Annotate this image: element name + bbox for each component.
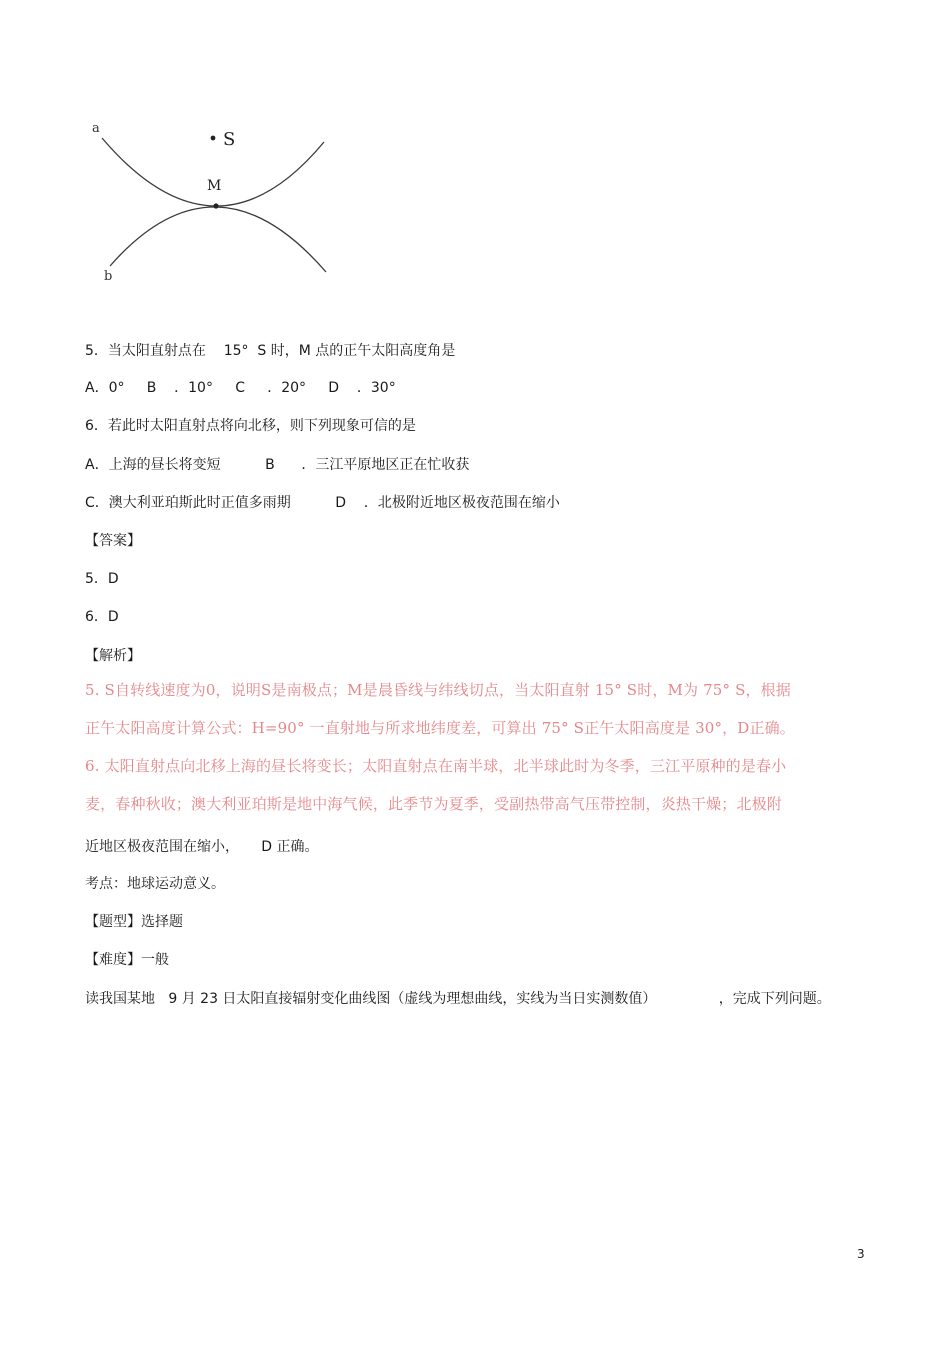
- question-6-options-cd: C．澳大利亚珀斯此时正值多雨期 D ．北极附近地区极夜范围在缩小: [85, 495, 560, 511]
- label-m: M: [207, 178, 222, 194]
- kaodian: 考点：地球运动意义。: [85, 876, 225, 892]
- answer-5: 5．D: [85, 571, 119, 587]
- tangent-curves-diagram: [88, 112, 338, 290]
- analysis-line: 正午太阳高度计算公式：H=90° 一直射地与所求地纬度差，可算出 75° S正午太阳高度是 30°，D正确。: [85, 719, 795, 737]
- page-number: 3: [857, 1247, 865, 1261]
- analysis-line: 麦，春种秋收；澳大利亚珀斯是地中海气候，此季节为夏季，受副热带高气压带控制，炎热干燥；北极附: [85, 795, 782, 813]
- curve-b: [110, 207, 326, 272]
- question-type: 【题型】选择题: [85, 914, 183, 930]
- answer-header: 【答案】: [85, 533, 141, 549]
- label-s: S: [223, 129, 236, 150]
- curve-a: [102, 138, 324, 206]
- question-5-options: A．0° B ．10° C ．20° D ．30°: [85, 380, 396, 396]
- tangent-curves-figure: [88, 112, 338, 290]
- question-6-stem: 6．若此时太阳直射点将向北移，则下列现象可信的是: [85, 418, 416, 434]
- answer-6: 6．D: [85, 609, 119, 625]
- point-m: [213, 203, 218, 208]
- analysis-header: 【解析】: [85, 648, 141, 664]
- point-s: [211, 136, 216, 141]
- analysis-line: 6. 太阳直射点向北移上海的昼长将变长；太阳直射点在南半球，北半球此时为冬季，三江平原种的是春小: [85, 757, 787, 775]
- label-b: b: [104, 269, 113, 284]
- analysis-line: 5. S自转线速度为0，说明S是南极点；M是晨昏线与纬线切点，当太阳直射 15° S时，M为 75° S，根据: [85, 681, 791, 699]
- label-a: a: [92, 121, 100, 136]
- next-question-prompt: 读我国某地 9 月 23 日太阳直接辐射变化曲线图（虚线为理想曲线，实线为当日实测数值） ，完成下列问题。: [85, 991, 831, 1007]
- difficulty: 【难度】一般: [85, 952, 169, 968]
- question-5-stem: 5．当太阳直射点在 15° S 时，M 点的正午太阳高度角是: [85, 343, 456, 359]
- analysis-tail: 近地区极夜范围在缩小， D 正确。: [85, 839, 319, 855]
- question-6-options-ab: A．上海的昼长将变短 B ．三江平原地区正在忙收获: [85, 457, 470, 473]
